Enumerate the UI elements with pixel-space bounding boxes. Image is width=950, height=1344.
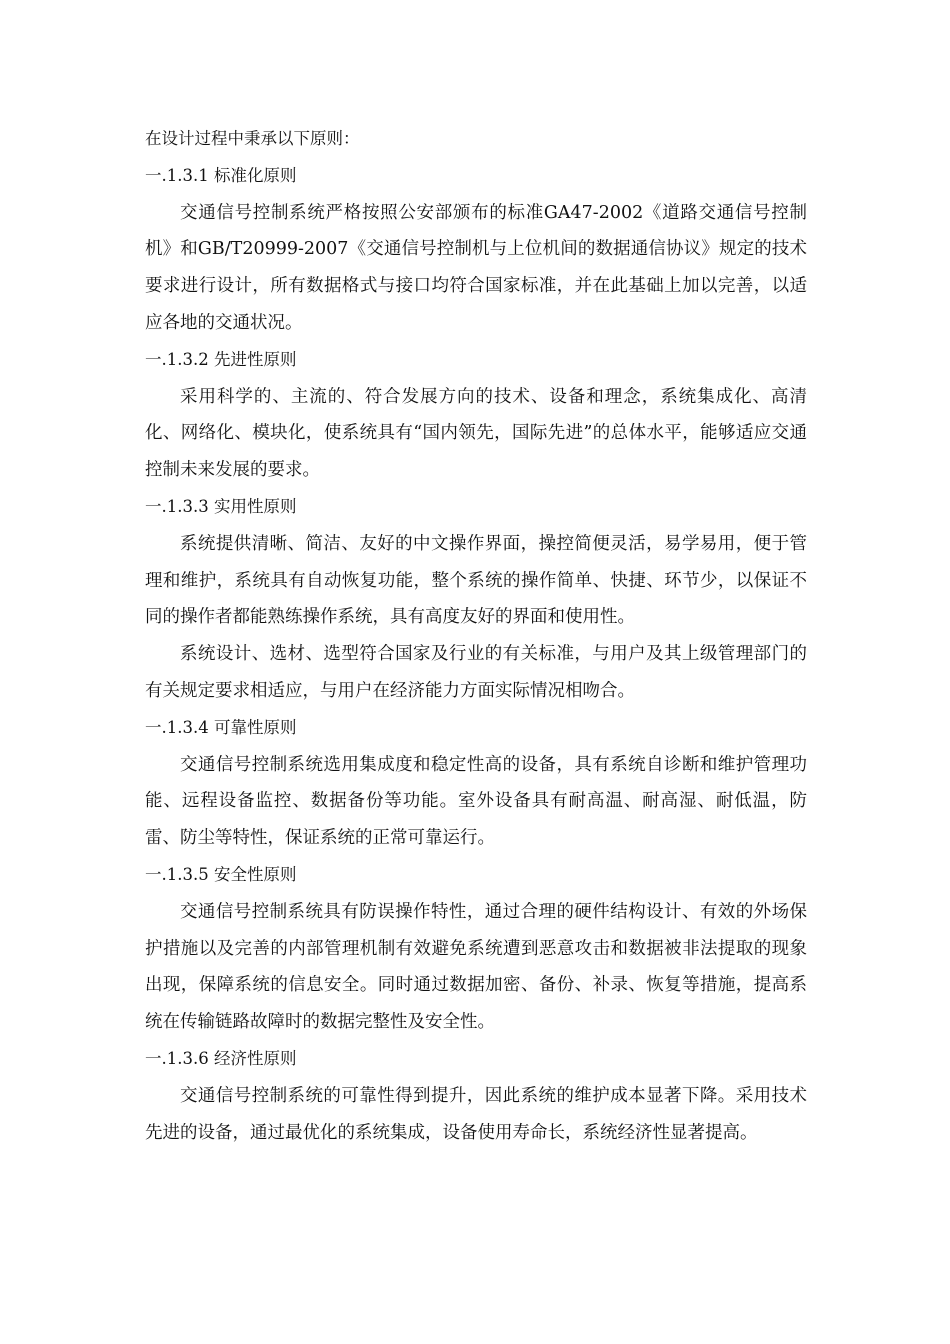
section-paragraph: 系统提供清晰、简洁、友好的中文操作界面，操控简便灵活，易学易用，便于管理和维护，系统具有自动恢复功能，整个系统的操作简单、快捷、环节少，以保证不同的操作者都能熟练操作系统，具有高度友好的界面和使用性。 bbox=[145, 533, 807, 628]
section-paragraph: 交通信号控制系统严格按照公安部颁布的标准GA47-2002《道路交通信号控制机》和GB/T20999-2007《交通信号控制机与上位机间的数据通信协议》规定的技术要求进行设计，所有数据格式与接口均符合国家标准，并在此基础上加以完善，以适应各地的交通状况。 bbox=[145, 202, 807, 333]
section-advancement bbox=[145, 342, 807, 489]
section-reliability bbox=[145, 710, 807, 857]
section-paragraph: 交通信号控制系统选用集成度和稳定性高的设备，具有系统自诊断和维护管理功能、远程设备监控、数据备份等功能。室外设备具有耐高温、耐高湿、耐低温，防雷、防尘等特性，保证系统的正常可靠运行。 bbox=[145, 754, 807, 849]
section-heading: 一.1.3.4 可靠性原则 bbox=[145, 717, 297, 737]
section-heading: 一.1.3.1 标准化原则 bbox=[145, 165, 297, 185]
document-page bbox=[145, 121, 807, 1151]
section-heading: 一.1.3.6 经济性原则 bbox=[145, 1048, 297, 1068]
section-security bbox=[145, 857, 807, 1041]
section-heading: 一.1.3.2 先进性原则 bbox=[145, 349, 297, 369]
section-paragraph: 交通信号控制系统的可靠性得到提升，因此系统的维护成本显著下降。采用技术先进的设备，通过最优化的系统集成，设备使用寿命长，系统经济性显著提高。 bbox=[145, 1085, 807, 1143]
section-paragraph: 系统设计、选材、选型符合国家及行业的有关标准，与用户及其上级管理部门的有关规定要求相适应，与用户在经济能力方面实际情况相吻合。 bbox=[145, 644, 807, 701]
section-practicality bbox=[145, 489, 807, 710]
section-standardization bbox=[145, 158, 807, 342]
section-economy bbox=[145, 1041, 807, 1151]
section-paragraph: 采用科学的、主流的、符合发展方向的技术、设备和理念，系统集成化、高清化、网络化、模块化，使系统具有“国内领先，国际先进”的总体水平，能够适应交通控制未来发展的要求。 bbox=[145, 386, 807, 481]
section-heading: 一.1.3.5 安全性原则 bbox=[145, 864, 297, 884]
section-heading: 一.1.3.3 实用性原则 bbox=[145, 496, 297, 516]
section-paragraph: 交通信号控制系统具有防误操作特性，通过合理的硬件结构设计、有效的外场保护措施以及完善的内部管理机制有效避免系统遭到恶意攻击和数据被非法提取的现象出现，保障系统的信息安全。同时通过数据加密、备份、补录、恢复等措施，提高系统在传输链路故障时的数据完整性及安全性。 bbox=[145, 901, 807, 1033]
intro-text: 在设计过程中秉承以下原则： bbox=[145, 129, 360, 148]
